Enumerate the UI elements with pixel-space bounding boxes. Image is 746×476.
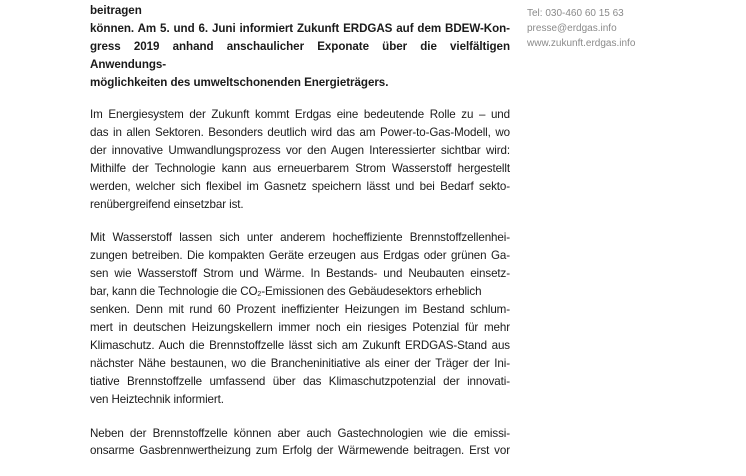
paragraph-line: senken. Denn mit rund 60 Prozent ineffizienter Heizungen im Bestand schlum- [90, 303, 510, 317]
paragraph-line: werden, welcher sich flexibel im Gasnetz speichern lässt und bei Bedarf sekto- [90, 179, 510, 193]
paragraph-line: onsarme Gasbrennwertheizung zum Erfolg der Wärmewende beitragen. Erst vor [90, 444, 510, 458]
intro-paragraph [90, 0, 510, 92]
body-paragraph-3 [90, 425, 510, 461]
paragraph-line: tiative Brennstoffzelle umfassend über das Klimaschutzpotenzial der innovati- [90, 374, 510, 388]
paragraph-line: Mithilfe der Technologie kann aus erneuerbarem Strom Wasserstoff hergestellt [90, 161, 510, 175]
co2-subscript: 2 [257, 291, 262, 299]
paragraph-line: Klimaschutz. Auch die Brennstoffzelle lässt sich am Zukunft ERDGAS-Stand aus [90, 338, 510, 352]
paragraph-line: Mit Wasserstoff lassen sich unter anderem hocheffiziente Brennstoffzellenhei- [90, 231, 510, 245]
contact-email[interactable]: presse@erdgas.info [527, 23, 617, 34]
paragraph-line: mert in deutschen Heizungskellern immer noch ein riesiges Potenzial für mehr [90, 320, 510, 334]
paragraph-line: Im Energiesystem der Zukunft kommt Erdgas eine bedeutende Rolle zu – und [90, 108, 510, 121]
paragraph-line: zungen betreiben. Die kompakten Geräte erzeugen aus Erdgas oder grünen Ga- [90, 249, 510, 263]
paragraph-line-co2 [90, 283, 510, 301]
paragraph-line: nächster Nähe bestaunen, wo die Brancheninitiative als einer der Träger der Ini- [90, 356, 510, 370]
paragraph-line: ven Heiztechnik informiert. [90, 392, 224, 406]
intro-line: möglichkeiten des umweltschonenden Energieträgers. [90, 76, 389, 89]
paragraph-line: der innovative Umwandlungsprozess vor den Augen Interessierter sichtbar wird: [90, 143, 510, 157]
co2-text-after: -Emissionen des Gebäudesektors erheblich [261, 285, 482, 299]
intro-line: können. Am 5. und 6. Juni informiert Zukunft ERDGAS auf dem BDEW-Kon- [90, 22, 510, 35]
contact-website[interactable]: www.zukunft.erdgas.info [527, 38, 636, 49]
paragraph-line: renübergreifend einsetzbar ist. [90, 197, 244, 211]
press-release-body [90, 0, 510, 476]
paragraph-line: Neben der Brennstoffzelle können aber auch Gastechnologien wie die emissi- [90, 426, 510, 440]
intro-line: beitragen [90, 4, 142, 17]
contact-sidebar [527, 6, 727, 51]
body-paragraph-1 [90, 106, 510, 213]
contact-phone: Tel: 030-460 60 15 63 [527, 8, 624, 19]
body-paragraph-2 [90, 229, 510, 408]
paragraph-line: das in allen Sektoren. Besonders deutlich wird das am Power-to-Gas-Modell, wo [90, 125, 510, 139]
co2-text-before: bar, kann die Technologie die CO [90, 285, 258, 299]
intro-line: gress 2019 anhand anschaulicher Exponate über die vielfältigen Anwendungs- [90, 40, 510, 71]
paragraph-line: sen wie Wasserstoff Strom und Wärme. In Bestands- und Neubauten einsetz- [90, 267, 510, 281]
